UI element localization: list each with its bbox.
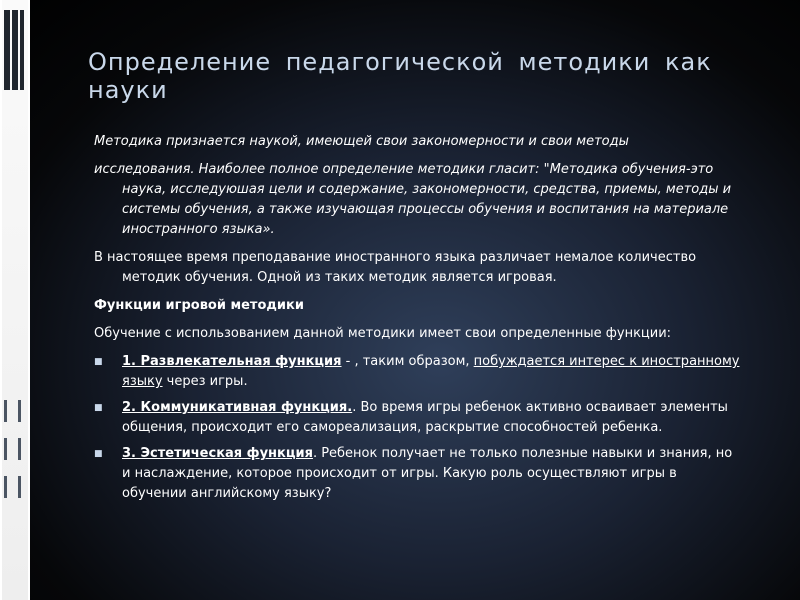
left-decor-bar: [0, 0, 30, 600]
section-heading: Функции игровой методики: [94, 298, 304, 313]
function-underlined: побуждается интерес к иностранному языку: [122, 354, 740, 389]
paragraph-1: Методика признается наукой, имеющей свои закономерности и свои методы: [94, 134, 629, 149]
slide-title: Определение педагогической методики как науки: [88, 48, 712, 104]
decor-slat: [4, 476, 7, 498]
function-tail: через игры.: [162, 374, 248, 389]
decor-slat: [18, 438, 21, 460]
list-item: [94, 398, 744, 438]
paragraph-2: исследования. Наиболее полное определение методики гласит: "Методика обучения-это наука, исследуюшая цели и содержание, закономерности, средства, приемы, методы и системы обучения, а также изучающая процессы обучения и воспитания на материале иностранного языка».: [94, 162, 732, 237]
bullet-icon: ■: [94, 449, 103, 459]
bullet-icon: ■: [94, 357, 103, 367]
function-text: - , таким образом,: [341, 354, 474, 369]
paragraph-3: В настоящее время преподавание иностранного языка различает немалое количество методик обучения. Одной из таких методик является игровая.: [94, 250, 697, 285]
paragraph-5: Обучение с использованием данной методики имеет свои определенные функции:: [94, 326, 672, 341]
decor-slat: [4, 10, 10, 90]
decor-slat: [18, 400, 21, 422]
functions-list: [94, 352, 744, 504]
slide-body: [94, 132, 744, 510]
function-title: 1. Развлекательная функция: [122, 354, 342, 369]
list-item: [94, 352, 744, 392]
decor-slat: [4, 400, 7, 422]
decor-slat: [18, 476, 21, 498]
bullet-icon: ■: [94, 403, 103, 413]
decor-slat: [12, 10, 18, 90]
function-title: 3. Эстетическая функция: [122, 446, 313, 461]
function-text: . Ребенок получает не только полезные навыки и знания, но и наслаждение, которое происходит от игры. Какую роль осуществляют игры в обучении английскому языку?: [122, 446, 733, 501]
function-title: 2. Коммуникативная функция.: [122, 400, 353, 415]
decor-slat: [4, 438, 7, 460]
list-item: [94, 444, 744, 504]
function-text: . Во время игры ребенок активно осваивает элементы общения, происходит его самореализация, раскрытие способностей ребенка.: [122, 400, 728, 435]
decor-slat: [20, 10, 24, 90]
left-decor-bar-inner: [2, 0, 28, 600]
